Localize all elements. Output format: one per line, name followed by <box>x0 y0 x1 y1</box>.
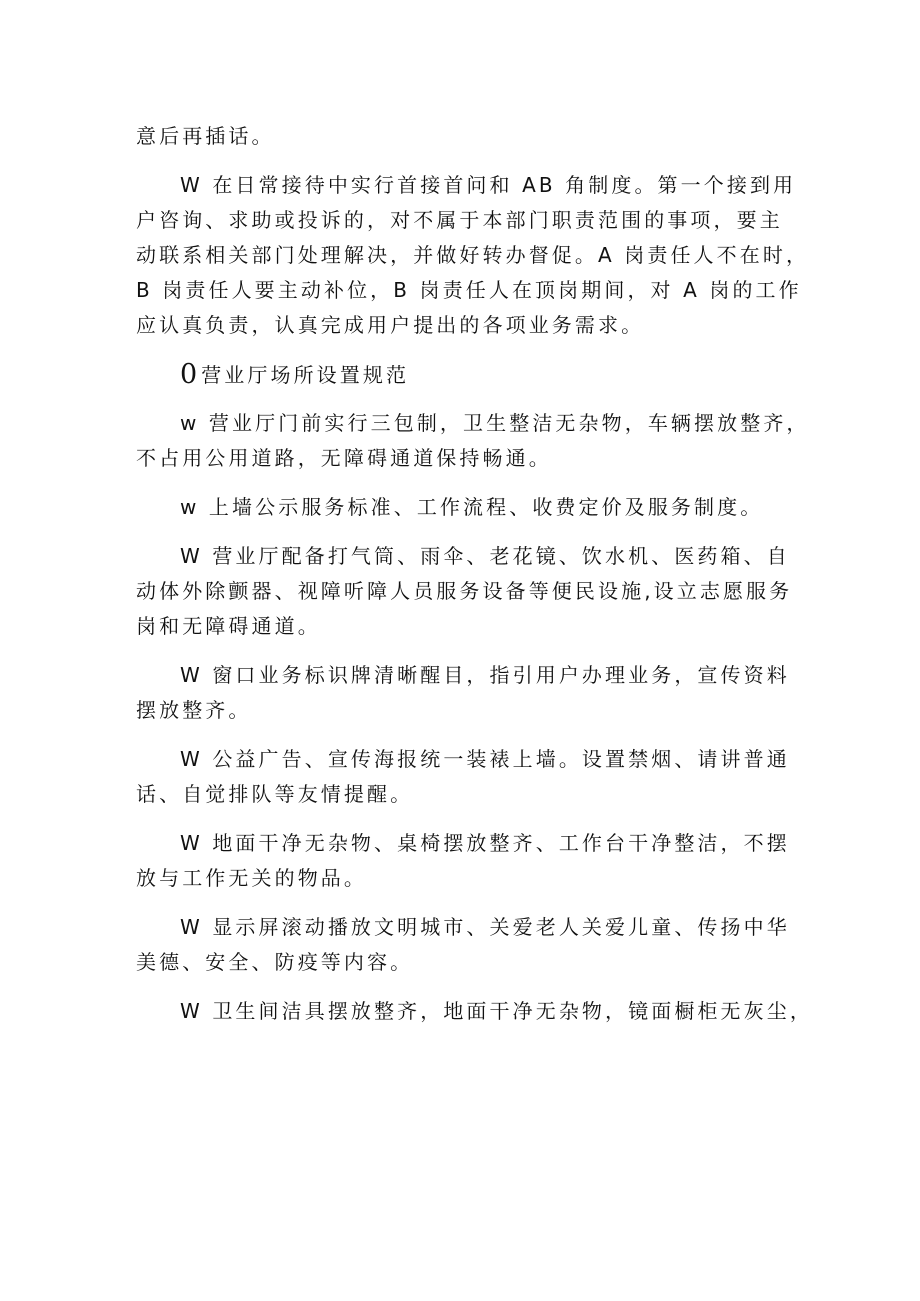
document-page <box>136 119 813 1029</box>
text-line: 岗和无障碍通道。 <box>136 614 321 638</box>
text-line: 话、自觉排队等友情提醒。 <box>136 782 414 806</box>
paragraph-first-ask <box>136 168 810 343</box>
paragraph-entrance <box>136 406 810 476</box>
text-line: 动联系相关部门处理解决，并做好转办督促。A 岗责任人不在时， <box>136 243 810 267</box>
text-line: 美德、安全、防疫等内容。 <box>136 950 414 974</box>
text-line: W 窗口业务标识牌清晰醒目，指引用户办理业务，宣传资料 <box>180 663 790 687</box>
text-line: W 显示屏滚动播放文明城市、关爱老人关爱儿童、传扬中华 <box>180 915 790 939</box>
paragraph-continuation <box>136 119 806 154</box>
section-heading <box>136 357 806 392</box>
paragraph-posters <box>136 742 806 812</box>
paragraph-facilities <box>136 539 806 644</box>
text-line: w 营业厅门前实行三包制，卫生整洁无杂物，车辆摆放整齐， <box>180 411 810 435</box>
text-line: 应认真负责，认真完成用户提出的各项业务需求。 <box>136 313 645 337</box>
paragraph-restroom <box>136 994 813 1029</box>
text-line: 动体外除颤器、视障听障人员服务设备等便民设施,设立志愿服务 <box>136 579 793 603</box>
text-line: w 上墙公示服务标准、工作流程、收费定价及服务制度。 <box>180 495 764 519</box>
paragraph-wall-notice <box>136 490 806 525</box>
text-line: 户咨询、求助或投诉的，对不属于本部门职责范围的事项，要主 <box>136 208 783 232</box>
text-line: W 公益广告、宣传海报统一装裱上墙。设置禁烟、请讲普通 <box>180 747 790 771</box>
text-line: B 岗责任人要主动补位，B 岗责任人在顶岗期间，对 A 岗的工作 <box>136 278 802 302</box>
section-marker: 0 <box>180 359 198 390</box>
paragraph-window-signs <box>136 658 806 728</box>
text-line: 不占用公用道路，无障碍通道保持畅通。 <box>136 446 552 470</box>
text-line: W 营业厅配备打气筒、雨伞、老花镜、饮水机、医药箱、自 <box>180 544 790 568</box>
section-heading-text: 营业厅场所设置规范 <box>201 363 410 387</box>
text-line: W 地面干净无杂物、桌椅摆放整齐、工作台干净整洁，不摆 <box>180 831 790 855</box>
paragraph-floor <box>136 826 806 896</box>
text-line: W 在日常接待中实行首接首问和 AB 角制度。第一个接到用 <box>180 173 797 197</box>
text-line: 摆放整齐。 <box>136 698 252 722</box>
text-line: 意后再插话。 <box>136 124 275 148</box>
text-line: W 卫生间洁具摆放整齐，地面干净无杂物，镜面橱柜无灰尘， <box>180 999 813 1023</box>
paragraph-display <box>136 910 806 980</box>
text-line: 放与工作无关的物品。 <box>136 866 367 890</box>
